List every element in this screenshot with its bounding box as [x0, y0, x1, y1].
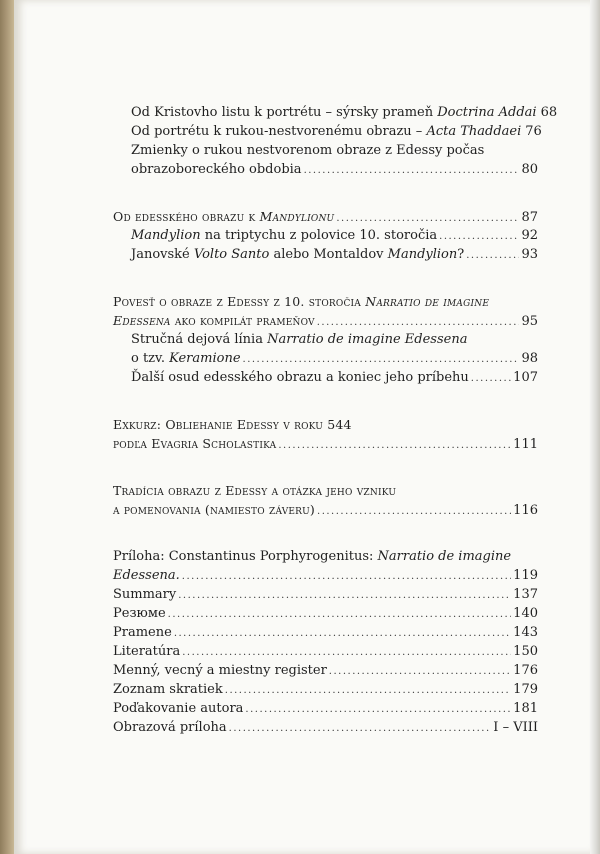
dot-leader: [466, 246, 519, 265]
section-gap: [113, 453, 538, 481]
toc-entry[interactable]: [113, 122, 542, 141]
dot-leader: [245, 700, 511, 719]
toc-page-number: 140: [513, 606, 538, 621]
toc-heading-label: Tradícia obrazu z Edessy a otázka jeho vzniku: [113, 483, 397, 498]
section-gap: [113, 264, 538, 292]
dot-leader: [317, 502, 511, 521]
dot-leader: [168, 605, 512, 624]
toc-entry-label: Od Kristovho listu k portrétu – sýrsky prameň Doctrina Addai: [131, 105, 537, 120]
toc-heading[interactable]: [113, 500, 538, 519]
toc-entry-label: obrazoboreckého obdobia: [131, 162, 302, 177]
toc-entry[interactable]: [113, 699, 538, 718]
toc-entry[interactable]: [113, 680, 538, 699]
dot-leader: [229, 719, 492, 738]
toc-entry-label: Edessena.: [113, 568, 180, 583]
toc-entry[interactable]: [113, 368, 538, 387]
dot-leader: [174, 624, 511, 643]
section-gap: [113, 387, 538, 415]
toc-entry[interactable]: [113, 718, 538, 737]
toc-entry[interactable]: [113, 566, 538, 585]
dot-leader: [278, 436, 511, 455]
toc-page-number: 150: [513, 644, 538, 659]
toc-entry-label: Literatúra: [113, 644, 181, 659]
toc-entry-line[interactable]: [113, 330, 538, 349]
toc-entry-label: Summary: [113, 587, 177, 602]
dot-leader: [182, 567, 511, 586]
toc-entry[interactable]: [113, 103, 558, 122]
toc-page-number: 76: [525, 124, 542, 139]
toc-section-addai: [113, 103, 558, 179]
toc-page-number: 111: [513, 437, 538, 452]
toc-page-number: 107: [513, 370, 538, 385]
toc-heading[interactable]: [113, 311, 538, 330]
toc-entry[interactable]: [113, 245, 538, 264]
toc-entry[interactable]: [113, 349, 538, 368]
book-spine-edge: [0, 0, 14, 854]
toc-entry[interactable]: [113, 642, 538, 661]
toc-section-appendix: [113, 547, 538, 737]
toc-page-number: 181: [513, 701, 538, 716]
toc-page-number: 137: [513, 587, 538, 602]
toc-page-number: 95: [521, 314, 538, 329]
toc-heading-label: Edessena ako kompilát prameňov: [113, 313, 315, 328]
toc-entry-label: Stručná dejová línia Narratio de imagine Edessena: [131, 332, 468, 347]
toc-entry[interactable]: [113, 661, 538, 680]
toc-heading-line[interactable]: [113, 415, 538, 434]
toc-page-number: 116: [513, 503, 538, 518]
toc-heading-line[interactable]: [113, 481, 538, 500]
toc-heading-label: Od edesského obrazu k Mandylionu: [113, 209, 335, 224]
section-gap: [113, 519, 538, 547]
dot-leader: [304, 161, 520, 180]
toc-entry-label: Zoznam skratiek: [113, 682, 223, 697]
toc-page-number: I – VIII: [493, 720, 538, 735]
section-gap: [113, 179, 538, 207]
toc-heading-label: Exkurz: Obliehanie Edessy v roku 544: [113, 417, 352, 432]
dot-leader: [243, 350, 520, 369]
toc-entry-label: Príloha: Constantinus Porphyrogenitus: Narratio de imagine: [113, 549, 512, 564]
toc-entry-label: Poďakovanie autora: [113, 701, 244, 716]
toc-entry-label: Obrazová príloha: [113, 720, 227, 735]
dot-leader: [225, 681, 511, 700]
toc-heading[interactable]: [113, 207, 538, 226]
toc-page-number: 80: [521, 162, 538, 177]
toc-entry-label: Pramene: [113, 625, 172, 640]
toc-entry[interactable]: [113, 226, 538, 245]
toc-section-exkurz: [113, 415, 538, 453]
toc-page-number: 179: [513, 682, 538, 697]
toc-heading-label: podľa Evagria Scholastika: [113, 436, 277, 451]
toc-entry-label: Zmienky o rukou nestvorenom obraze z Edessy počas: [131, 143, 485, 158]
toc-entry[interactable]: [113, 604, 538, 623]
toc-page-number: 98: [521, 351, 538, 366]
toc-page-number: 93: [521, 247, 538, 262]
toc-page-number: 92: [521, 228, 538, 243]
toc-section-mandylion: [113, 207, 538, 264]
dot-leader: [178, 586, 511, 605]
dot-leader: [471, 369, 511, 388]
toc-heading-line[interactable]: [113, 292, 538, 311]
toc-entry-label: Od portrétu k rukou-nestvorenému obrazu – Acta Thaddaei: [131, 124, 522, 139]
toc-entry[interactable]: [113, 623, 538, 642]
toc-page-number: 176: [513, 663, 538, 678]
toc-entry-label: Mandylion na triptychu z polovice 10. storočia: [131, 228, 438, 243]
toc-page-number: 87: [521, 210, 538, 225]
toc-entry-label: Janovské Volto Santo alebo Montaldov Mandylion?: [131, 247, 465, 262]
toc-page-number: 119: [513, 568, 538, 583]
toc-page-number: 143: [513, 625, 538, 640]
toc-entry-line[interactable]: [113, 547, 538, 566]
toc-entry-label: o tzv. Keramione: [131, 351, 241, 366]
toc-heading-label: a pomenovania (namiesto záveru): [113, 502, 316, 517]
page-right-edge: [590, 0, 600, 854]
dot-leader: [329, 662, 511, 681]
toc-section-narratio: [113, 292, 538, 387]
toc-entry-line[interactable]: [113, 141, 538, 160]
toc-entry[interactable]: [113, 160, 538, 179]
toc-entry-label: Резюме: [113, 606, 166, 621]
toc-entry[interactable]: [113, 585, 538, 604]
dot-leader: [182, 643, 511, 662]
toc-entry-label: Menný, vecný a miestny register: [113, 663, 327, 678]
toc-entry-label: Ďalší osud edesského obrazu a koniec jeho príbehu: [131, 370, 469, 385]
toc-heading[interactable]: [113, 434, 538, 453]
table-of-contents: [113, 103, 558, 737]
toc-section-tradicia: [113, 481, 538, 519]
toc-heading-label: Povesť o obraze z Edessy z 10. storočia Narratio de imagine: [113, 294, 490, 309]
dot-leader: [439, 227, 519, 246]
toc-page-number: 68: [540, 105, 558, 120]
